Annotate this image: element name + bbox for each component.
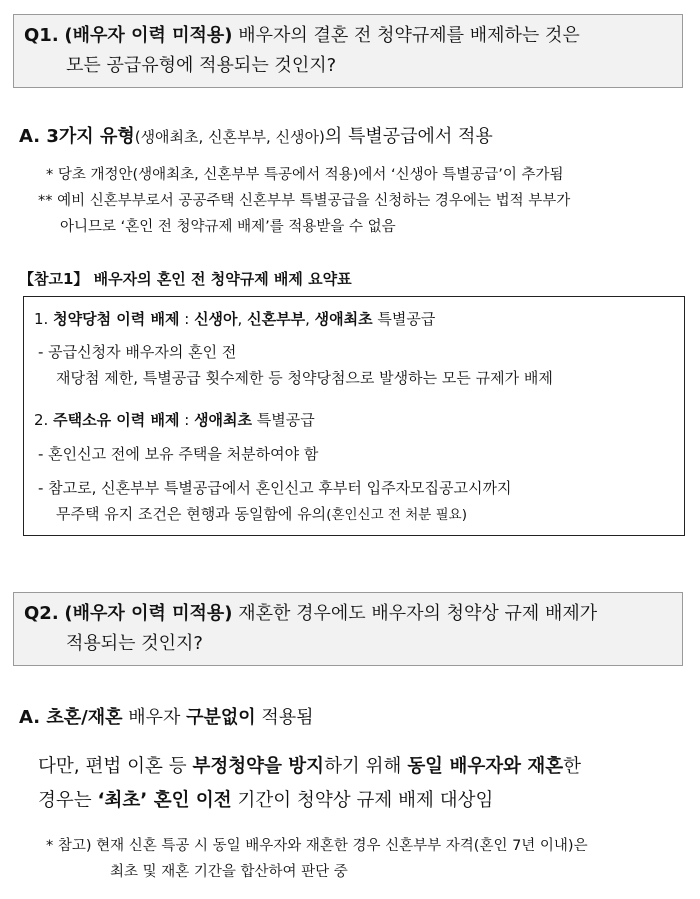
question-1-line-1 <box>24 21 672 51</box>
ref-item-2-bold: 주택소유 이력 배제 <box>53 411 180 429</box>
ref-item-2-line-1: - 혼인신고 전에 보유 주택을 처분하여야 함 <box>38 445 319 463</box>
ref-item-2-line-3-paren: (혼인신고 전 처분 필요) <box>326 507 467 523</box>
note-2-1: * 참고) 현재 신혼 특공 시 동일 배우자와 재혼한 경우 신혼부부 자격(혼인 7년 이내)은 <box>46 838 588 854</box>
paragraph-l2-a: 경우는 <box>38 790 98 811</box>
answer-1-prefix: A. <box>19 126 41 147</box>
paragraph-l1-b: 부정청약을 방지 <box>192 756 325 777</box>
question-2-line-1 <box>24 599 672 629</box>
ref-item-2-line-3-main: 무주택 유지 조건은 현행과 동일함에 유의 <box>56 505 327 523</box>
ref-item-1-c2: , <box>305 310 315 328</box>
paragraph-line-1 <box>38 752 581 778</box>
ref-item-1-tail: 특별공급 <box>372 310 436 328</box>
question-1-text-1: 배우자의 결혼 전 청약규제를 배제하는 것은 <box>232 25 580 46</box>
paragraph-l1-a: 다만, 편법 이혼 등 <box>38 756 193 777</box>
paragraph-l2-c: 기간이 청약상 규제 배제 대상임 <box>231 790 494 811</box>
ref-item-2-tail: 특별공급 <box>252 411 315 429</box>
reference-title: 【참고1】 배우자의 혼인 전 청약규제 배제 요약표 <box>19 270 352 288</box>
question-2-box <box>13 592 683 666</box>
answer-2-bold-1: 초혼/재혼 <box>40 707 123 728</box>
note-1-3: 아니므로 ‘혼인 전 청약규제 배제’를 적용받을 수 없음 <box>60 219 396 235</box>
ref-item-1-line-2: 재당첨 제한, 특별공급 횟수제한 등 청약당첨으로 발생하는 모든 규제가 배제 <box>56 369 553 387</box>
answer-2 <box>19 703 314 729</box>
answer-2-mid: 배우자 <box>122 707 187 728</box>
ref-item-1-t3: 생애최초 <box>314 310 373 328</box>
ref-item-1-bold: 청약당첨 이력 배제 <box>53 310 180 328</box>
ref-item-1-sep: : <box>179 310 195 328</box>
question-1-tag: (배우자 이력 미적용) <box>64 25 233 46</box>
answer-1-small: (생애최초, 신혼부부, 신생아) <box>134 128 325 146</box>
ref-item-2-line-2: - 참고로, 신혼부부 특별공급에서 혼인신고 후부터 입주자모집공고시까지 <box>38 479 512 497</box>
reference-box <box>23 296 685 536</box>
ref-item-2-num: 2. <box>34 411 49 429</box>
ref-item-1-t1: 신생아 <box>194 310 238 328</box>
question-2-text-1: 재혼한 경우에도 배우자의 청약상 규제 배제가 <box>232 603 598 624</box>
answer-1-bold: 3가지 유형 <box>40 126 135 147</box>
ref-item-2-heading <box>34 409 315 430</box>
ref-item-2-line-3 <box>56 503 467 524</box>
ref-item-1-t2: 신혼부부 <box>247 310 306 328</box>
ref-item-1-c1: , <box>237 310 248 328</box>
question-2-number: Q2. <box>24 603 59 624</box>
ref-item-2-sep: : <box>179 411 195 429</box>
paragraph-l1-d: 동일 배우자와 재혼 <box>407 756 564 777</box>
paragraph-l1-e: 한 <box>563 756 582 777</box>
ref-item-1-line-1: - 공급신청자 배우자의 혼인 전 <box>38 343 237 361</box>
paragraph-line-2 <box>38 786 493 812</box>
paragraph-l2-b: ‘최초’ 혼인 이전 <box>97 790 232 811</box>
ref-item-1-heading <box>34 308 435 329</box>
note-1-1: * 당초 개정안(생애최초, 신혼부부 특공에서 적용)에서 ‘신생아 특별공급’이 추가됨 <box>46 167 564 183</box>
note-1-2: ** 예비 신혼부부로서 공공주택 신혼부부 특별공급을 신청하는 경우에는 법적 부부가 <box>38 193 571 209</box>
answer-2-prefix: A. <box>19 707 41 728</box>
question-1-number: Q1. <box>24 25 59 46</box>
answer-1 <box>19 122 493 148</box>
paragraph-l1-c: 하기 위해 <box>324 756 408 777</box>
answer-1-rest: 의 특별공급에서 적용 <box>324 126 493 147</box>
question-1-box <box>13 14 683 88</box>
question-2-tag: (배우자 이력 미적용) <box>64 603 233 624</box>
ref-item-1-num: 1. <box>34 310 49 328</box>
ref-item-2-t1: 생애최초 <box>194 411 253 429</box>
question-2-text-2: 적용되는 것인지? <box>66 633 203 654</box>
question-1-text-2: 모든 공급유형에 적용되는 것인지? <box>66 55 337 76</box>
note-2-2: 최초 및 재혼 기간을 합산하여 판단 중 <box>110 864 348 880</box>
answer-2-rest: 적용됨 <box>255 707 314 728</box>
answer-2-bold-2: 구분없이 <box>186 707 256 728</box>
